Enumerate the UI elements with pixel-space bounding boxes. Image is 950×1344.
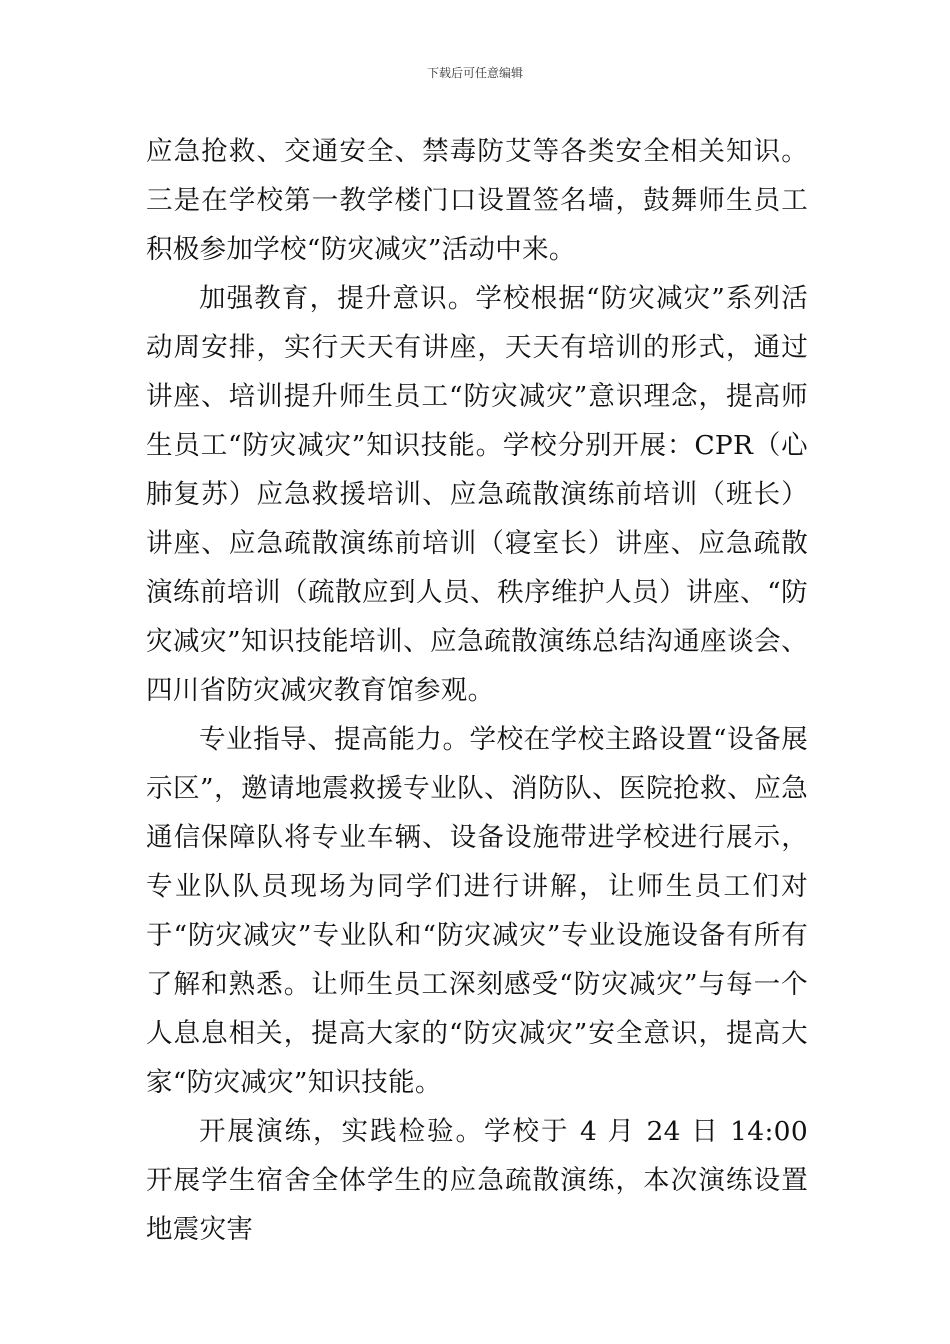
document-body <box>146 127 808 1254</box>
paragraph-professional-guidance: 专业指导、提高能力。学校在学校主路设置“设备展示区”，邀请地震救援专业队、消防队、医院抢救、应急通信保障队将专业车辆、设备设施带进学校进行展示，专业队队员现场为同学们进行讲解，让师生员工们对于“防灾减灾”专业队和“防灾减灾”专业设施设备有所有了解和熟悉。让师生员工深刻感受“防灾减灾”与每一个人息息相关，提高大家的“防灾减灾”安全意识，提高大家“防灾减灾”知识技能。 <box>146 724 809 1098</box>
paragraph-drill: 开展演练，实践检验。学校于 4 月 24 日 14:00 开展学生宿舍全体学生的应急疏散演练，本次演练设置地震灾害 <box>146 1116 808 1245</box>
paragraph-safety-knowledge: 应急抢救、交通安全、禁毒防艾等各类安全相关知识。三是在学校第一教学楼门口设置签名墙，鼓舞师生员工积极参加学校“防灾减灾”活动中来。 <box>146 136 808 265</box>
paragraph-education: 加强教育，提升意识。学校根据“防灾减灾”系列活动周安排，实行天天有讲座，天天有培训的形式，通过讲座、培训提升师生员工“防灾减灾”意识理念，提高师生员工“防灾减灾”知识技能。学校分别开展：CPR（心肺复苏）应急救援培训、应急疏散演练前培训（班长）讲座、应急疏散演练前培训（寝室长）讲座、应急疏散演练前培训（疏散应到人员、秩序维护人员）讲座、“防灾减灾”知识技能培训、应急疏散演练总结沟通座谈会、四川省防灾减灾教育馆参观。 <box>146 283 808 706</box>
page-header: 下载后可任意编辑 <box>426 66 523 80</box>
